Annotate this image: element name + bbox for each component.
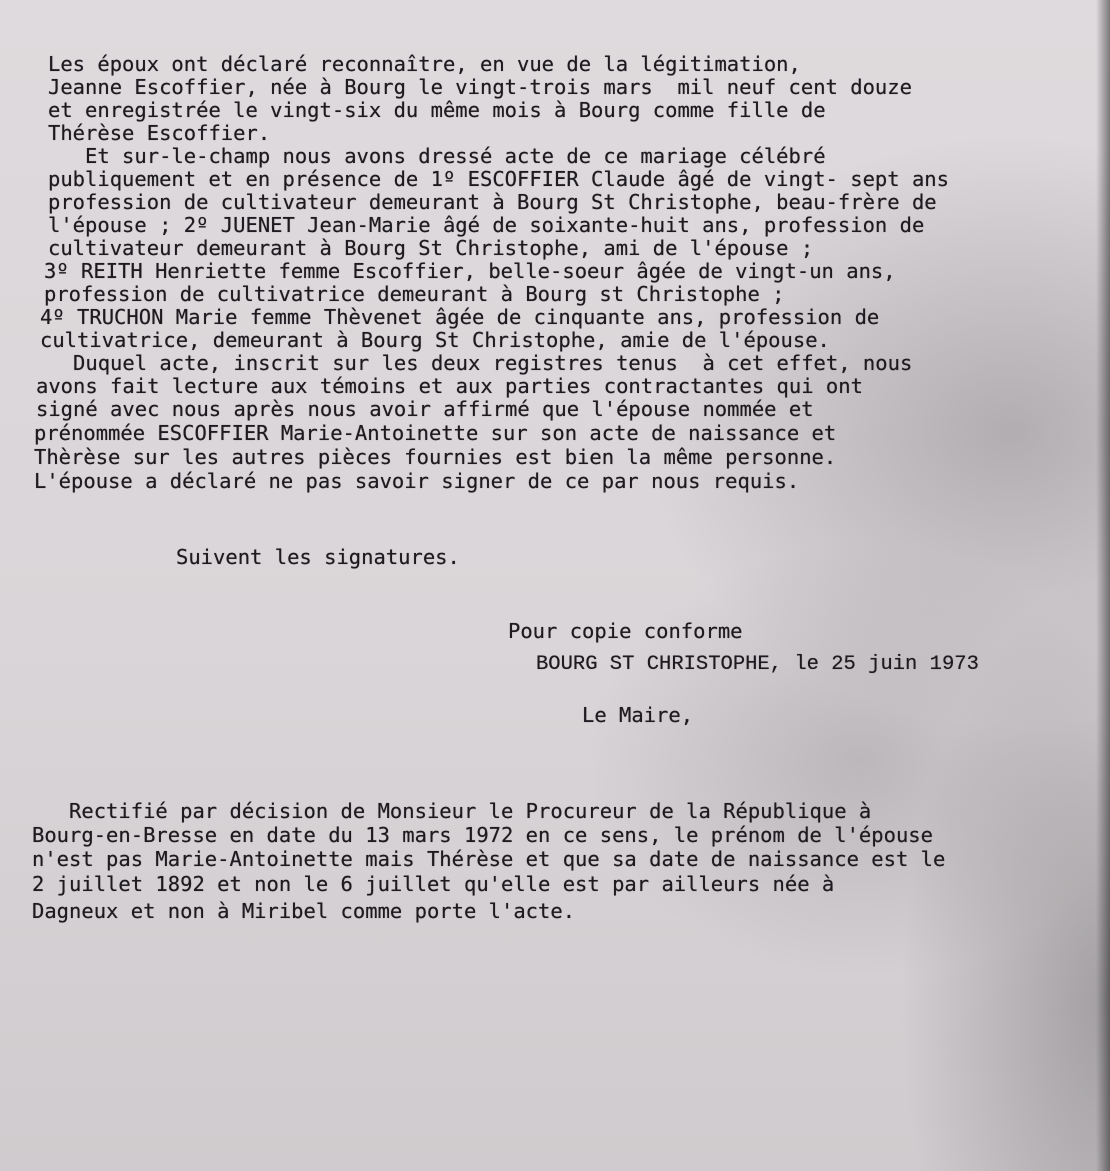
text-line: Thérèse Escoffier.	[48, 121, 271, 145]
text-line: l'épouse ; 2º JUENET Jean-Marie âgé de soixante-huit ans, profession de	[48, 213, 925, 237]
text-line: profession de cultivatrice demeurant à Bourg st Christophe ;	[44, 282, 785, 306]
text-line: Rectifié par décision de Monsieur le Procureur de la République à	[32, 799, 872, 823]
text-line: Duquel acte, inscrit sur les deux registres tenus à cet effet, nous	[36, 351, 913, 375]
text-line: cultivatrice, demeurant à Bourg St Christophe, amie de l'épouse.	[40, 328, 830, 352]
text-line: 3º REITH Henriette femme Escoffier, belle-soeur âgée de vingt-un ans,	[44, 259, 896, 283]
text-line: Les époux ont déclaré reconnaître, en vue de la légitimation,	[48, 52, 801, 76]
text-line: 4º TRUCHON Marie femme Thèvenet âgée de cinquante ans, profession de	[40, 305, 880, 329]
text-line: prénommée ESCOFFIER Marie-Antoinette sur son acte de naissance et	[34, 421, 837, 445]
text-line: et enregistrée le vingt-six du même mois à Bourg comme fille de	[48, 98, 826, 122]
text-line: Dagneux et non à Miribel comme porte l'acte.	[32, 899, 576, 923]
signatures-note: Suivent les signatures.	[176, 545, 460, 569]
text-line: avons fait lecture aux témoins et aux parties contractantes qui ont	[36, 374, 863, 398]
text-line: n'est pas Marie-Antoinette mais Thérèse et que sa date de naissance est le	[32, 847, 946, 871]
certification-place-date: BOURG ST CHRISTOPHE, le 25 juin 1973	[536, 653, 979, 676]
text-line: publiquement et en présence de 1º ESCOFFIER Claude âgé de vingt- sept ans	[48, 167, 949, 191]
text-line: 2 juillet 1892 et non le 6 juillet qu'elle est par ailleurs née à	[32, 872, 835, 896]
mayor-signatory: Le Maire,	[582, 703, 694, 727]
page-edge-shadow	[1096, 0, 1110, 1171]
text-line: Et sur-le-champ nous avons dressé acte de ce mariage célébré	[48, 144, 826, 168]
text-line: Jeanne Escoffier, née à Bourg le vingt-trois mars mil neuf cent douze	[48, 75, 912, 99]
certification-label: Pour copie conforme	[508, 619, 743, 643]
text-line: signé avec nous après nous avoir affirmé que l'épouse nommée et	[36, 397, 814, 421]
text-line: cultivateur demeurant à Bourg St Christophe, ami de l'épouse ;	[48, 236, 814, 260]
text-line: Bourg-en-Bresse en date du 13 mars 1972 en ce sens, le prénom de l'épouse	[32, 823, 933, 847]
text-line: Thèrèse sur les autres pièces fournies est bien la même personne.	[34, 445, 837, 469]
text-line: profession de cultivateur demeurant à Bourg St Christophe, beau-frère de	[48, 190, 937, 214]
text-line: L'épouse a déclaré ne pas savoir signer de ce par nous requis.	[34, 469, 800, 493]
